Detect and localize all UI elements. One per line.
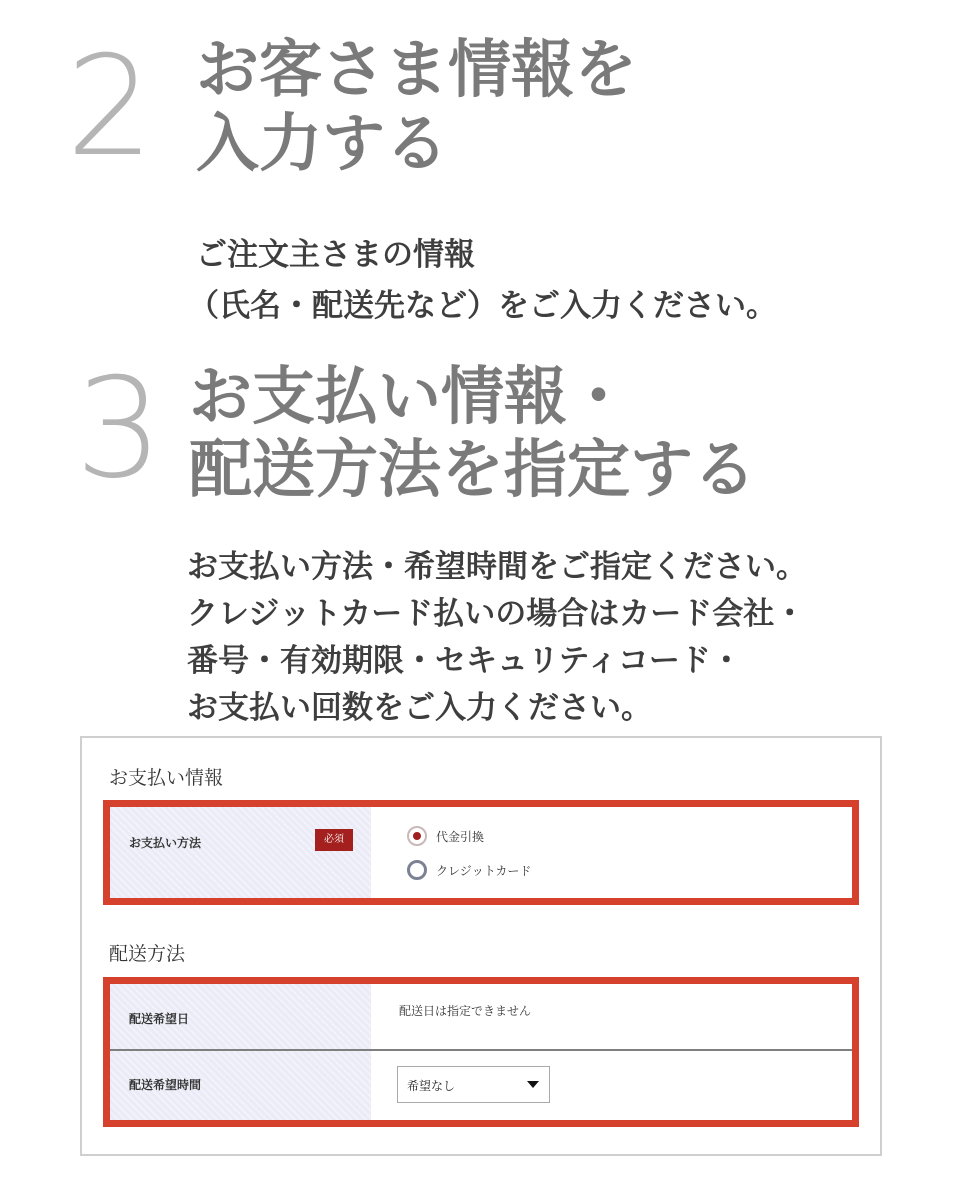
delivery-section-heading: 配送方法: [109, 943, 186, 965]
delivery-date-row: [110, 984, 852, 1050]
step-2-title: [196, 33, 637, 182]
delivery-time-label: 配送希望時間: [129, 1078, 202, 1092]
step-2-title-line-2: 入力する: [196, 107, 448, 181]
caret-down-icon[interactable]: [527, 1081, 539, 1088]
order-form-panel: [80, 736, 882, 1156]
step-3-title: [189, 360, 756, 506]
step-3-title-line-2: 配送方法を指定する: [189, 433, 756, 506]
payment-method-label: お支払い方法: [129, 836, 202, 850]
payment-option-credit-card-label: クレジットカード: [436, 864, 532, 878]
step-3-description-line-1: お支払い方法・希望時間をご指定ください。: [187, 549, 807, 585]
payment-option-cod[interactable]: [407, 825, 547, 847]
payment-method-row: [110, 807, 852, 898]
payment-option-credit-card[interactable]: [407, 859, 577, 881]
step-3-description: [187, 544, 807, 732]
delivery-date-label-cell: [110, 984, 371, 1050]
step-2-number: 2: [66, 26, 150, 187]
step-3-description-line-4: お支払い回数をご入力ください。: [187, 690, 652, 726]
delivery-time-label-cell: [110, 1051, 371, 1120]
required-badge: 必須: [315, 829, 353, 851]
step-3-number: 3: [75, 348, 159, 509]
delivery-time-select[interactable]: [397, 1066, 550, 1103]
payment-option-cod-label: 代金引換: [436, 830, 485, 844]
radio-unchecked-icon[interactable]: [407, 860, 427, 880]
delivery-highlight: [103, 977, 859, 1127]
step-2-description-line-2: （氏名・配送先など）をご入力ください。: [188, 288, 777, 324]
payment-method-label-cell: [110, 807, 371, 898]
step-3-description-line-3: 番号・有効期限・セキュリティコード・: [187, 643, 742, 679]
payment-section-heading: お支払い情報: [109, 767, 224, 789]
step-3-description-line-2: クレジットカード払いの場合はカード会社・: [187, 596, 806, 632]
delivery-date-value: 配送日は指定できません: [399, 1004, 532, 1018]
radio-checked-icon[interactable]: [407, 826, 427, 846]
step-2-description-line-1: ご注文主さまの情報: [196, 237, 475, 273]
delivery-time-select-value: 希望なし: [407, 1079, 456, 1093]
step-3-title-line-1: お支払い情報・: [189, 360, 630, 433]
delivery-time-row: [110, 1051, 852, 1120]
step-2-title-line-1: お客さま情報を: [196, 33, 637, 106]
step-2-description: [188, 230, 777, 332]
payment-method-highlight: [103, 800, 859, 905]
delivery-date-label: 配送希望日: [129, 1012, 190, 1026]
